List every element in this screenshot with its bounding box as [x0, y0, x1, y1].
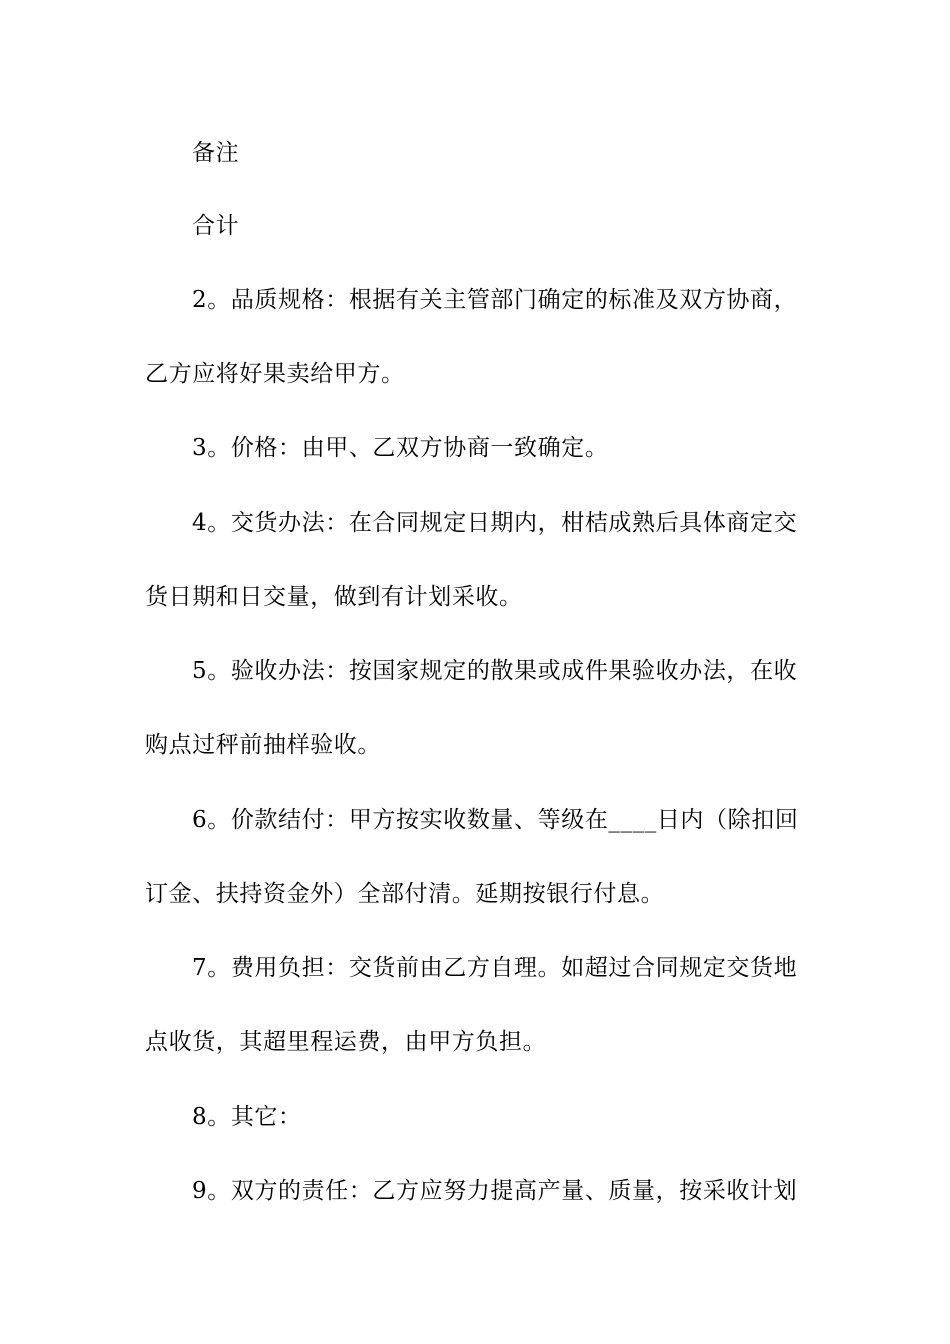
clause-7-line-2: 点收货，其超里程运费，由甲方负担。	[145, 1029, 547, 1055]
clause-7-line-1: 7。费用负担：交货前由乙方自理。如超过合同规定交货地	[192, 955, 798, 981]
clause-2-line-2: 乙方应将好果卖给甲方。	[145, 361, 405, 387]
clause-4-line-1: 4。交货办法：在合同规定日期内，柑桔成熟后具体商定交	[192, 510, 798, 536]
clause-6-line-1: 6。价款结付：甲方按实收数量、等级在____日内（除扣回	[192, 807, 799, 833]
clause-6-line-2: 订金、扶持资金外）全部付清。延期按银行付息。	[145, 881, 665, 907]
clause-4-line-2: 货日期和日交量，做到有计划采收。	[145, 584, 523, 610]
label-total: 合计	[192, 213, 240, 239]
clause-8-line-1: 8。其它：	[192, 1104, 302, 1130]
clause-9-line-1: 9。双方的责任：乙方应努力提高产量、质量，按采收计划	[192, 1178, 798, 1204]
clause-3-line-1: 3。价格：由甲、乙双方协商一致确定。	[192, 435, 609, 461]
clause-5-line-2: 购点过秤前抽样验收。	[145, 732, 381, 758]
clause-2-line-1: 2。品质规格：根据有关主管部门确定的标准及双方协商，	[192, 287, 798, 313]
label-remarks: 备注	[192, 140, 240, 166]
clause-5-line-1: 5。验收办法：按国家规定的散果或成件果验收办法，在收	[192, 658, 798, 684]
